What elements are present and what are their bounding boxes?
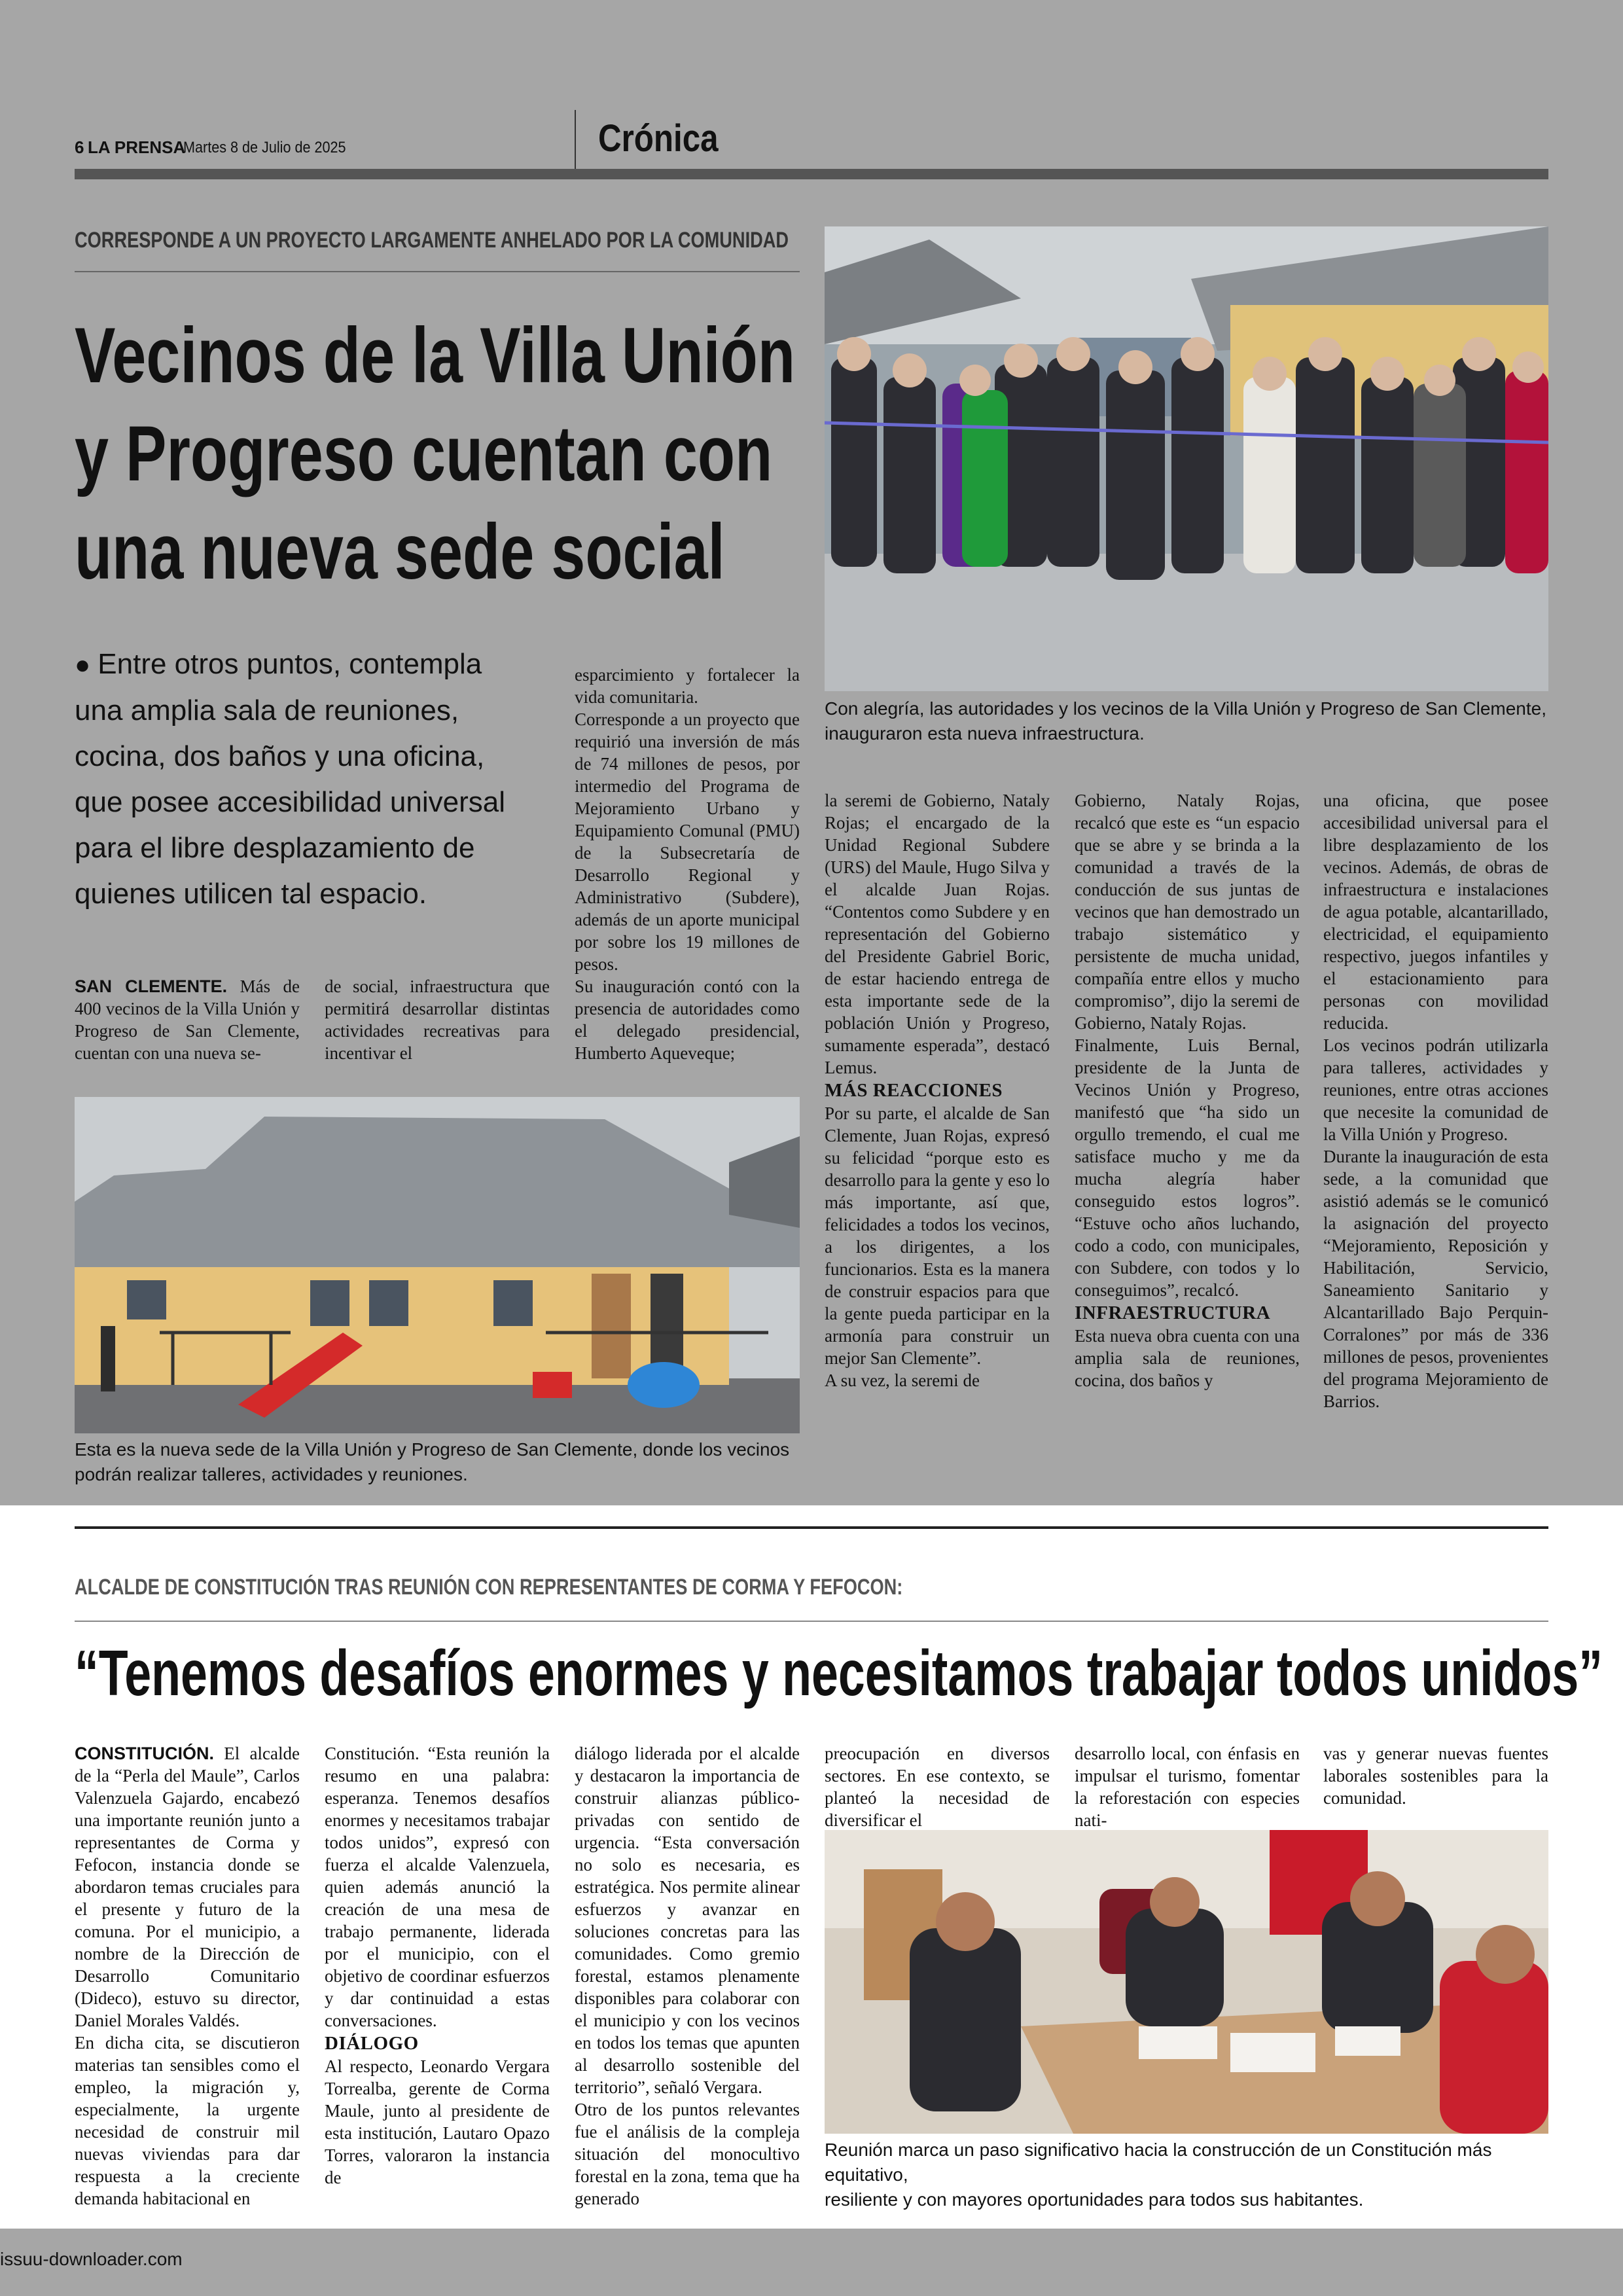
page-number: 6 [75, 137, 84, 157]
body-text: Por su parte, el alcalde de San Clemente, Juan Rojas, expresó su felicidad “porque esto es desarrollo para la gente y eso lo más importante, así que, felicidades a todos los vecinos, a los dirigentes, a los funcionarios. Esta es la manera de construir espacios para que la gente pueda participar en la armonía para construir un mejor San Clemente”. [825, 1103, 1050, 1368]
article1-column-3 [575, 664, 800, 1064]
header-rule [75, 169, 1548, 179]
body-text: vas y generar nuevas fuentes laborales sostenibles para la comunidad. [1323, 1744, 1548, 1808]
body-text: Esta nueva obra cuenta con una amplia sala de reuniones, cocina, dos baños y [1075, 1326, 1300, 1390]
summary-line: cocina, dos baños y una oficina, [75, 740, 485, 772]
community-center-caption [75, 1437, 800, 1487]
kicker-rule [75, 271, 800, 272]
body-text: Más de 400 vecinos de la Villa Unión y Progreso de San Clemente, cuentan con una nueva se- [75, 977, 300, 1063]
article1-column-1 [75, 975, 300, 1064]
subheading: DIÁLOGO [325, 2033, 419, 2054]
headline-line: y Progreso cuentan con [75, 410, 773, 497]
subheading: MÁS REACCIONES [825, 1080, 1003, 1101]
article1-column-4 [825, 789, 1050, 1391]
body-text: preocupación en diversos sectores. En ese contexto, se planteó la necesidad de diversificar el [825, 1744, 1050, 1830]
body-text: Otro de los puntos relevantes fue el análisis de la compleja situación del monocultivo forestal en la zona, tema que ha generado [575, 2100, 800, 2208]
ribbon-cutting-caption [825, 696, 1548, 746]
section-title: Crónica [598, 117, 719, 160]
headline-line: Vecinos de la Villa Unión [75, 312, 796, 399]
header-divider [575, 110, 576, 169]
article2-kicker-rule [75, 1621, 1548, 1622]
body-text: Al respecto, Leonardo Vergara Torrealba, gerente de Corma Maule, junto al presidente de esta institución, Lautaro Opazo Torres, valoraron la instancia de [325, 2056, 550, 2187]
article2-top-rule [75, 1526, 1548, 1529]
body-text: Durante la inauguración de esta sede, a la comunidad que asistió además se le comunicó la asignación del proyecto “Mejoramiento, Reposición y Habilitación, Servicio, Saneamiento Sanitario y Alcantarillado Bajo Perquin-Corralones” por más de 336 millones de pesos, provenientes del programa Mejoramiento de Barrios. [1323, 1147, 1548, 1411]
body-text: El alcalde de la “Perla del Maule”, Carlos Valenzuela Gajardo, encabezó una importante reunión junto a representantes de Corma y Fefocon, instancia donde se abordaron temas cruciales para el presente y futuro de la comuna. Por el municipio, a nombre de la Dirección de Desarrollo Comunitario (Dideco), estuvo su director, Daniel Morales Valdés. [75, 1744, 300, 2030]
article1-column-2 [325, 975, 550, 1064]
body-text: de social, infraestructura que permitirá desarrollar distintas actividades recreativas para incentivar el [325, 977, 550, 1063]
body-text: esparcimiento y fortalecer la vida comunitaria. [575, 665, 800, 707]
article1-summary [75, 641, 505, 917]
summary-line: para el libre desplazamiento de [75, 832, 475, 864]
article2-kicker: ALCALDE DE CONSTITUCIÓN TRAS REUNIÓN CON REPRESENTANTES DE CORMA Y FEFOCON: [75, 1575, 903, 1600]
body-text: diálogo liderada por el alcalde y destacaron la importancia de construir alianzas público-privadas con sentido de urgencia. “Esta conversación no solo es necesaria, es estratégica. Nos permite alinear esfuerzos y avanzar en soluciones concretas para las comunidades. Como gremio forestal, estamos plenamente disponibles para colaborar con el municipio y con los vecinos en todos los temas que apunten al desarrollo sostenible del territorio”, señaló Vergara. [575, 1744, 800, 2097]
summary-line: quienes utilicen tal espacio. [75, 878, 427, 910]
subheading: INFRAESTRUCTURA [1075, 1302, 1271, 1323]
body-text: desarrollo local, con énfasis en impulsar el turismo, fomentar la reforestación con especies nati- [1075, 1744, 1300, 1830]
body-text: una oficina, que posee accesibilidad universal para el libre desplazamiento de los vecinos. Además, de obras de infraestructura e instalaciones de agua potable, alcantarillado, electricidad, el equipamiento respectivo, juegos infantiles y el estacionamiento para personas con movilidad reducida. [1323, 791, 1548, 1033]
body-text: En dicha cita, se discutieron materias tan sensibles como el empleo, la migración y, especialmente, la urgente necesidad de construir mil nuevas viviendas para dar respuesta a la creciente demanda habitacional en [75, 2033, 300, 2208]
body-text: Gobierno, Nataly Rojas, recalcó que este es “un espacio que se abre y se brinda a la comunidad a través de la conducción de sus juntas de vecinos que han demostrado un trabajo sistemático y persistente de mucha unidad, compañía entre ellos y mucho compromiso”, dijo la seremi de Gobierno, Nataly Rojas. [1075, 791, 1300, 1033]
headline-line: una nueva sede social [75, 508, 725, 596]
summary-line: Entre otros puntos, contempla [98, 648, 482, 680]
article1-column-5 [1075, 789, 1300, 1391]
ribbon-cutting-photo [825, 226, 1548, 691]
article2-headline: “Tenemos desafíos enormes y necesitamos trabajar todos unidos” [75, 1637, 1603, 1709]
body-text: Su inauguración contó con la presencia de autoridades como el delegado presidencial, Humberto Aqueveque; [575, 977, 800, 1063]
dateline: SAN CLEMENTE. [75, 977, 228, 996]
meeting-caption [825, 2138, 1548, 2212]
body-text: A su vez, la seremi de [825, 1371, 980, 1390]
article2-column-6 [1323, 1742, 1548, 1809]
body-text: Finalmente, Luis Bernal, presidente de la Junta de Vecinos Unión y Progreso, manifestó que “ha sido un orgullo tremendo, el cual me satisface mucho y me da mucha alegría haber conseguido estos logros”. “Estuve ocho años luchando, codo a codo, con municipales, con Subdere, con todos y lo conseguimos”, recalcó. [1075, 1035, 1300, 1300]
body-text: la seremi de Gobierno, Nataly Rojas; el encargado de la Unidad Regional Subdere (URS) del Maule, Hugo Silva y el alcalde Juan Rojas. “Contentos como Subdere y en representación del Gobierno del Presidente Gabriel Boric, de estar haciendo entrega de esta importante sede de la población Unión y Progreso, sumamente esperada”, destacó Lemus. [825, 791, 1050, 1077]
paper-name: LA PRENSA [88, 137, 186, 157]
article2-column-3 [575, 1742, 800, 2210]
caption-line: Esta es la nueva sede de la Villa Unión y Progreso de San Clemente, donde los vecinos [75, 1439, 790, 1460]
body-text: Constitución. “Esta reunión la resumo en una palabra: esperanza. Tenemos desafíos enormes y necesitamos trabajar todos unidos”, expresó con fuerza el alcalde Valenzuela, quien además anunció la creación de una mesa de trabajo permanente, liderada por el municipio, con el objetivo de coordinar esfuerzos y dar continuidad a estas conversaciones. [325, 1744, 550, 2030]
article2-column-5 [1075, 1742, 1300, 1831]
article2-column-2 [325, 1742, 550, 2189]
dateline: CONSTITUCIÓN. [75, 1744, 214, 1763]
caption-line: inauguraron esta nueva infraestructura. [825, 723, 1145, 744]
footer-band [0, 2229, 1623, 2296]
bullet-icon: ● [75, 651, 98, 679]
issue-date: Martes 8 de Julio de 2025 [183, 139, 346, 156]
summary-line: que posee accesibilidad universal [75, 786, 505, 818]
meeting-photo [825, 1830, 1548, 2134]
community-center-photo [75, 1097, 800, 1433]
caption-line: resiliente y con mayores oportunidades para todos sus habitantes. [825, 2189, 1364, 2210]
summary-line: una amplia sala de reuniones, [75, 694, 459, 726]
body-text: Corresponde a un proyecto que requirió una inversión de más de 74 millones de pesos, por intermedio del Programa de Mejoramiento Urbano y Equipamiento Comunal (PMU) de la Subsecretaría de Desarrollo Regional y Administrativo (Subdere), además de un aporte municipal por sobre los 19 millones de pesos. [575, 709, 800, 974]
watermark-link[interactable]: issuu-downloader.com [0, 2249, 183, 2269]
caption-line: Reunión marca un paso significativo hacia la construcción de un Constitución más equitativo, [825, 2140, 1492, 2185]
caption-line: Con alegría, las autoridades y los vecinos de la Villa Unión y Progreso de San Clemente, [825, 698, 1546, 719]
caption-line: podrán realizar talleres, actividades y reuniones. [75, 1464, 468, 1484]
article1-column-6 [1323, 789, 1548, 1412]
article1-kicker: CORRESPONDE A UN PROYECTO LARGAMENTE ANHELADO POR LA COMUNIDAD [75, 228, 789, 253]
body-text: Los vecinos podrán utilizarla para talleres, actividades y reuniones, entre otras acciones que necesite la comunidad de la Villa Unión y Progreso. [1323, 1035, 1548, 1144]
article2-column-4 [825, 1742, 1050, 1831]
article2-column-1 [75, 1742, 300, 2210]
